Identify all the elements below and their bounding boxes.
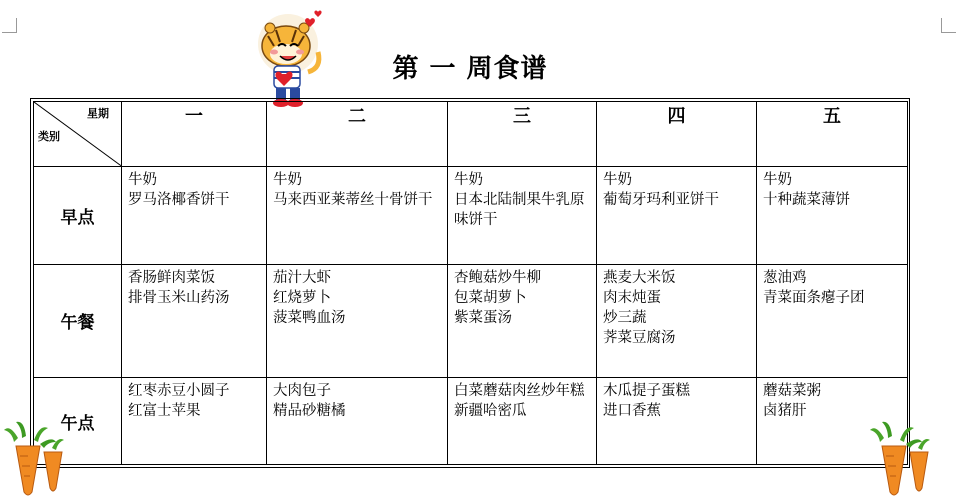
- menu-cell: [448, 166, 597, 264]
- menu-table-frame: [30, 98, 910, 468]
- menu-item: 红烧萝卜: [273, 289, 331, 306]
- menu-item: 葱油鸡: [763, 269, 807, 286]
- menu-item: 牛奶: [273, 171, 302, 188]
- menu-cell: [267, 378, 448, 465]
- menu-item: 新疆哈密瓜: [454, 403, 527, 420]
- menu-cell: [757, 166, 908, 264]
- day-header-mon: 一: [122, 102, 267, 167]
- page-corner-mark-left: [2, 18, 17, 33]
- menu-item: 马来西亚莱蒂丝十骨饼干: [273, 191, 433, 208]
- weekly-menu-table: [33, 101, 908, 465]
- category-cell: 早点: [34, 166, 122, 264]
- menu-item: 香肠鲜肉菜饭: [128, 269, 215, 286]
- menu-item: 红富士苹果: [128, 403, 201, 420]
- menu-item: 精品砂糖橘: [273, 403, 346, 420]
- menu-item: 牛奶: [128, 171, 157, 188]
- category-cell: 午点: [34, 378, 122, 465]
- table-header-row: [34, 102, 908, 167]
- category-cell: 午餐: [34, 264, 122, 377]
- table-row-lunch: [34, 264, 908, 377]
- menu-item: 燕麦大米饭: [603, 269, 676, 286]
- day-header-tue: 二: [267, 102, 448, 167]
- menu-cell: [267, 166, 448, 264]
- header-category-label: 类别: [38, 130, 60, 143]
- menu-cell: [122, 166, 267, 264]
- menu-item: 肉末炖蛋: [603, 289, 661, 306]
- menu-cell: [597, 378, 757, 465]
- menu-item: 菠菜鸭血汤: [273, 309, 346, 326]
- menu-cell: [597, 264, 757, 377]
- menu-item: 炒三蔬: [603, 309, 647, 326]
- menu-item: 红枣赤豆小圆子: [128, 383, 230, 400]
- day-header-thu: 四: [597, 102, 757, 167]
- day-header-wed: 三: [448, 102, 597, 167]
- tiger-mascot-icon: [246, 6, 330, 110]
- page-corner-mark-right: [941, 18, 956, 33]
- carrot-icon: [866, 418, 936, 498]
- table-row-snack: [34, 378, 908, 465]
- menu-item: 牛奶: [763, 171, 792, 188]
- menu-cell: [122, 264, 267, 377]
- menu-item: 进口香蕉: [603, 403, 661, 420]
- menu-item: 白菜蘑菇肉丝炒年糕: [454, 383, 585, 400]
- page-title: 第 一 周食谱: [392, 54, 548, 84]
- menu-item: 青菜面条瘪子团: [763, 289, 865, 306]
- menu-item: 排骨玉米山药汤: [128, 289, 230, 306]
- menu-item: 大肉包子: [273, 383, 331, 400]
- menu-item: 日本北陆制果牛乳原味饼干: [454, 191, 585, 228]
- menu-item: 卤猪肝: [763, 403, 807, 420]
- menu-cell: [448, 264, 597, 377]
- header-weekday-label: 星期: [87, 107, 109, 120]
- menu-cell: [122, 378, 267, 465]
- menu-item: 牛奶: [454, 171, 483, 188]
- menu-item: 牛奶: [603, 171, 632, 188]
- menu-item: 罗马洛椰香饼干: [128, 191, 230, 208]
- menu-item: 葡萄牙玛利亚饼干: [603, 191, 719, 208]
- menu-cell: [448, 378, 597, 465]
- carrot-icon: [0, 418, 70, 498]
- menu-cell: [597, 166, 757, 264]
- header-corner-cell: [34, 102, 122, 167]
- menu-item: 蘑菇菜粥: [763, 383, 821, 400]
- menu-item: 十种蔬菜薄饼: [763, 191, 850, 208]
- menu-item: 木瓜提子蛋糕: [603, 383, 690, 400]
- menu-cell: [757, 264, 908, 377]
- table-row-breakfast: [34, 166, 908, 264]
- menu-item: 杏鲍菇炒牛柳: [454, 269, 541, 286]
- day-header-fri: 五: [757, 102, 908, 167]
- menu-item: 茄汁大虾: [273, 269, 331, 286]
- menu-item: 荠菜豆腐汤: [603, 329, 676, 346]
- menu-item: 包菜胡萝卜: [454, 289, 527, 306]
- menu-cell: [267, 264, 448, 377]
- menu-item: 紫菜蛋汤: [454, 309, 512, 326]
